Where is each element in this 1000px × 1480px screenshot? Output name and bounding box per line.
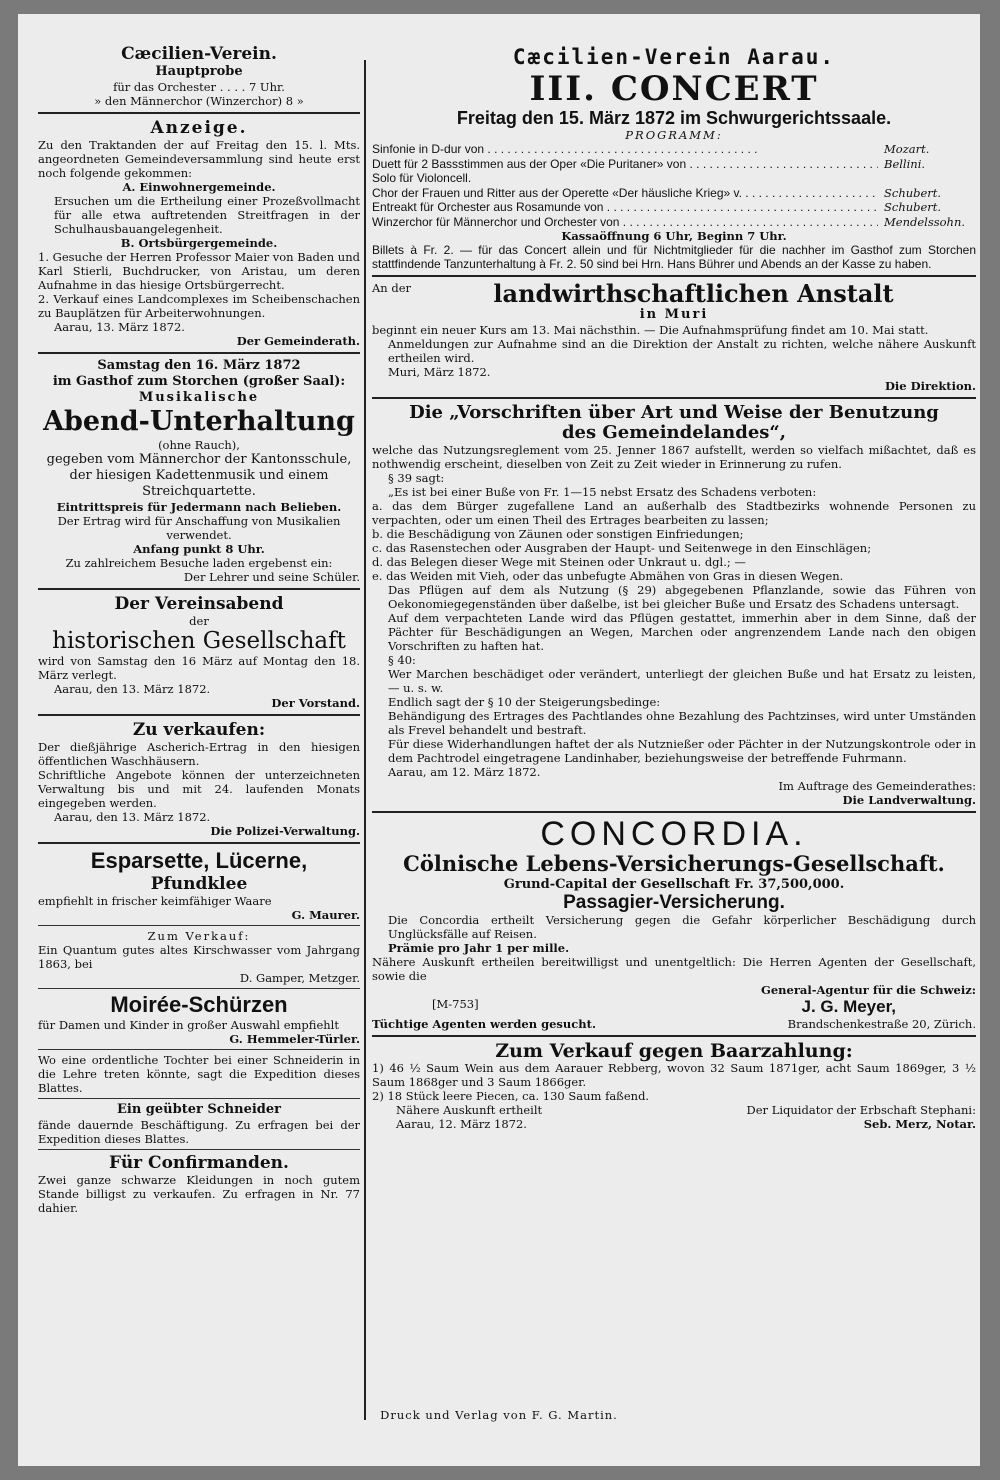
agent-name: J. G. Meyer, [801,997,896,1016]
text-line: Nähere Auskunft ertheilt [396,1103,543,1117]
heading: Zum Verkauf: [147,929,251,943]
heading: Zum Verkauf gegen Baarzahlung: [495,1040,853,1062]
text-line: Im Auftrage des Gemeinderathes: [778,779,976,793]
kassa: Kassaöffnung 6 Uhr, Beginn 7 Uhr. [561,229,787,243]
heading: landwirthschaftlichen Anstalt [493,279,894,308]
date-heading: Samstag den 16. März 1872 [97,358,301,373]
list-item: c. das Rasenstechen oder Ausgraben der Haupt- und Seitenwege in den Einschlägen; [372,541,872,555]
paragraph: Der dießjährige Ascherich-Ertrag in den hiesigen öffentlichen Waschhäusern. [38,740,360,768]
date: Aarau, am 12. März 1872. [388,765,541,779]
signature: Der Lehrer und seine Schüler. [183,570,360,584]
paragraph: Zu den Traktanden der auf Freitag den 15. l. Mts. angeordneten Gemeindeversammlung sind heute erst noch folgende gekommen: [38,138,360,180]
ad-baarzahlung [372,1041,976,1131]
ad-schneider [38,1102,360,1146]
paragraph: empfiehlt in frischer keimfähiger Waare [38,894,272,908]
text-line: General-Agentur für die Schweiz: [761,983,976,997]
concert-date: Freitag den 15. März 1872 im Schwurgerichtssaale. [456,108,892,128]
paragraph: Nähere Auskunft ertheilen bereitwilligst und unentgeltlich: Die Herren Agenten der Gesellschaft, sowie die [372,955,976,983]
text-line: » den Männerchor (Winzerchor) 8 » [94,94,304,108]
paragraph: § 40: [388,653,416,667]
list-item: d. das Belegen dieser Wege mit Steinen oder Unkraut u. dgl.; — [372,555,746,569]
paragraph: Der Ertrag wird für Anschaffung von Musikalien verwendet. [57,514,341,542]
signature: Die Polizei-Verwaltung. [210,824,360,838]
ad-confirmanden [38,1153,360,1215]
paragraph: Zu zahlreichem Besuche laden ergebenst ein: [65,556,333,570]
list-item: 1) 46 ½ Saum Wein aus dem Aarauer Rebberg, wovon 32 Saum 1871ger, acht Saum 1869ger, 3 ½ Saum 1868ger und 3 Saum 1866ger. [372,1061,976,1089]
note: (ohne Rauch), [158,438,240,452]
list-item: e. das Weiden mit Vieh, oder das unbefugte Abmähen von Gras in diesen Wegen. [372,569,844,583]
paragraph: fände dauernde Beschäftigung. Zu erfragen bei der Expedition dieses Blattes. [38,1118,360,1146]
heading: Anzeige. [150,118,248,138]
heading: Cæcilien-Verein Aarau. [512,45,836,69]
price: Eintrittspreis für Jedermann nach Belieben. [56,500,342,514]
paragraph: gegeben vom Männerchor der Kantonsschule, der hiesigen Kadettenmusik und einem Streichquartette. [46,452,352,499]
paragraph: Zwei ganze schwarze Kleidungen in noch gutem Stande billigst zu verkaufen. Zu erfragen in Nr. 77 dahier. [38,1173,360,1215]
paragraph: Die Concordia ertheilt Versicherung gegen die Gefahr körperlicher Beschädigung durch Unglücksfälle auf Reisen. [388,913,976,941]
ad-caecilien-probe [38,44,360,108]
divider [38,842,360,844]
paragraph: Das Pflügen auf dem als Nutzung (§ 29) abgegebenen Pflanzlande, sowie das Führen von Oekonomiegegenständen über daßelbe, ist bei gleicher Buße und Ersatz des Schadens untersagt. [388,583,976,611]
paragraph: Billets à Fr. 2. — für das Concert allein und für Nichtmitglieder für die nachher im Gasthof zum Storchen stattfindende Tanzunterhaltung à Fr. 2. 50 sind bei Hrn. Hans Bührer und Abends an der Kasse zu haben. [372,243,976,271]
heading: Zu verkaufen: [132,720,266,740]
paragraph: 2. Verkauf eines Landcomplexes im Scheibenschachen zu Bauplätzen für Arbeiterwohnungen. [38,292,360,320]
divider [38,714,360,716]
paragraph: Ein Quantum gutes altes Kirschwasser vom Jahrgang 1863, bei [38,943,360,971]
divider [372,397,976,399]
ad-vorschriften [372,403,976,807]
paragraph: welche das Nutzungsreglement vom 25. Jenner 1867 aufstellt, werden so vielfach mißachtet, daß es nothwendig erscheint, dieselben von Zeit zu Zeit wieder in Erinnerung zu rufen. [372,443,976,471]
date: Aarau, 13. März 1872. [54,320,185,334]
divider [38,1149,360,1150]
subheading: Cölnische Lebens-Versicherungs-Gesellschaft. [403,851,945,876]
date: Aarau, den 13. März 1872. [54,682,211,696]
text-line: für das Orchester . . . . 7 Uhr. [113,80,285,94]
paragraph: Ersuchen um die Ertheilung einer Prozeßvollmacht für alle etwa auftretenden Streitfragen in der Schulhausbauangelegenheit. [54,194,360,236]
divider [372,1035,976,1037]
heading: Esparsette, Lücerne, [90,848,308,873]
heading: Moirée-Schürzen [110,992,288,1017]
divider [38,988,360,989]
divider [38,112,360,114]
column-divider [364,60,366,1420]
subheading: Hauptprobe [155,64,243,79]
divider [38,1049,360,1050]
footer: Druck und Verlag von F. G. Martin. [380,1408,618,1422]
paragraph: § 39 sagt: [388,471,445,485]
heading: Der Vereinsabend [114,594,284,614]
date: Aarau, 12. März 1872. [396,1117,527,1131]
paragraph: Auf dem verpachteten Lande wird das Pflügen gestattet, immerhin aber in dem Sinne, daß der Pächter für Beschädigungen an Wegen, Marchen oder angrenzendem Lande nach den obigen Vorschriften zu haften hat. [388,611,976,653]
capital: Grund-Capital der Gesellschaft Fr. 37,500,000. [503,877,845,892]
signature: Der Gemeinderath. [236,334,360,348]
subheading: Pfundklee [150,874,248,894]
ad-vereinsabend [38,594,360,710]
ad-concordia [372,817,976,1031]
programm-list [372,142,976,229]
ad-tochter [38,1053,360,1095]
paragraph: beginnt ein neuer Kurs am 13. Mai nächsthin. — Die Aufnahmsprüfung findet am 10. Mai statt. [372,323,929,337]
place: im Gasthof zum Storchen (großer Saal): [52,374,346,389]
paragraph: wird von Samstag den 16 März auf Montag den 18. März verlegt. [38,654,360,682]
divider [38,588,360,590]
signature: G. Maurer. [291,908,360,922]
paragraph: für Damen und Kinder in großer Auswahl empfiehlt [38,1018,339,1032]
signature: Seb. Merz, Notar. [863,1117,976,1131]
paragraph: „Es ist bei einer Buße von Fr. 1—15 nebst Ersatz des Schadens verboten: [388,485,817,499]
heading: Die „Vorschriften über Art und Weise der Benutzung [409,402,939,423]
heading: Ein geübter Schneider [116,1102,281,1117]
ad-anstalt-muri [372,281,976,393]
newspaper-page [18,14,980,1466]
list-item: b. die Beschädigung von Zäunen oder sonstigen Einfriedungen; [372,527,744,541]
paragraph: Schriftliche Angebote können der unterzeichneten Verwaltung bis und mit 24. laufenden Monats eingegeben werden. [38,768,360,810]
signature: Die Direktion. [884,379,976,393]
programm-item: Winzerchor für Männerchor und Orchester von . . . Mendelssohn. [372,215,976,230]
heading: Abend-Unterhaltung [43,406,355,437]
subheading: A. Einwohnergemeinde. [122,180,276,194]
start-time: Anfang punkt 8 Uhr. [133,542,265,556]
signature: G. Hemmeler-Türler. [229,1032,360,1046]
paragraph: Endlich sagt der § 10 der Steigerungsbedinge: [388,695,661,709]
heading: des Gemeindelandes“, [561,422,787,443]
ad-esparsette [38,848,360,922]
programm-item: Solo für Violoncell. [372,171,472,185]
divider [372,811,976,813]
concert-title: III. CONCERT [529,69,819,109]
signature: Der Vorstand. [271,696,360,710]
heading: Für Confirmanden. [109,1153,289,1173]
ad-zu-verkaufen [38,720,360,838]
text-line: Der Liquidator der Erbschaft Stephani: [746,1103,976,1117]
paragraph: Für diese Widerhandlungen haftet der als Nutznießer oder Pächter in der Nutzungskontrole oder in dem Pachtrodel eingetragene Landinhaber, beziehungsweise der betreffende Fuhrmann. [388,737,976,765]
text-line: der [189,614,209,628]
paragraph: 1. Gesuche der Herren Professor Maier von Baden und Karl Stierli, Buchdrucker, von Aristau, um deren Aufnahme in das hiesige Ortsbürgerrecht. [38,250,360,292]
ad-kirschwasser [38,929,360,985]
ad-anzeige [38,118,360,348]
divider [372,275,976,277]
code: [M-753] [432,997,479,1011]
right-column [372,44,976,1131]
premium: Prämie pro Jahr 1 per mille. [388,941,570,955]
paragraph: Behändigung des Ertrages des Pachtlandes ohne Bezahlung des Pachtzinses, wird unter Umständen als Frevel behandelt und bestraft. [388,709,976,737]
ad-concert [372,44,976,271]
heading: CONCORDIA. [540,815,808,853]
paragraph: Wer Marchen beschädiget oder verändert, unterliegt der gleichen Buße und hat Ersatz zu leisten, — u. s. w. [388,667,976,695]
signature: Die Landverwaltung. [842,793,976,807]
divider [38,352,360,354]
left-column [38,44,360,1215]
programm-item: Duett für 2 Bassstimmen aus der Oper «Die Puritaner» von . . . Bellini. [372,157,976,172]
programm-item: Sinfonie in D-dur von . . . Mozart. [372,142,976,157]
divider [38,1098,360,1099]
ad-abendunterhaltung [38,358,360,584]
divider [38,925,360,926]
date: Muri, März 1872. [388,365,491,379]
date: Aarau, den 13. März 1872. [54,810,211,824]
heading: Cæcilien-Verein. [121,44,277,64]
programm-label: PROGRAMM: [625,128,723,142]
subheading: B. Ortsbürgergemeinde. [120,236,278,250]
paragraph: Anmeldungen zur Aufnahme sind an die Direktion der Anstalt zu richten, welche nähere Auskunft ertheilen wird. [388,337,976,365]
list-item: a. das dem Bürger zugefallene Land an außerhalb des Stadtbezirks wohnende Personen zu verpachten, oder um einen Theil des Ertrages bearbeiten zu lassen; [372,499,976,527]
address: Brandschenkestraße 20, Zürich. [787,1017,976,1031]
heading: historischen Gesellschaft [52,628,346,654]
text-line: Tüchtige Agenten werden gesucht. [372,1017,596,1031]
programm-item: Entreakt für Orchester aus Rosamunde von . . . Schubert. [372,200,976,215]
place: in Muri [639,307,709,322]
list-item: 2) 18 Stück leere Piecen, ca. 130 Saum faßend. [372,1089,650,1103]
ad-moiree [38,992,360,1046]
signature: D. Gamper, Metzger. [239,971,360,985]
programm-item: Chor der Frauen und Ritter aus der Operette «Der häusliche Krieg» v. . . . Schubert. [372,186,976,201]
text-line: An der [372,281,412,295]
subheading: Passagier-Versicherung. [563,892,785,913]
subheading: Musikalische [138,390,260,405]
paragraph: Wo eine ordentliche Tochter bei einer Schneiderin in die Lehre treten könnte, sagt die Expedition dieses Blattes. [38,1053,360,1095]
